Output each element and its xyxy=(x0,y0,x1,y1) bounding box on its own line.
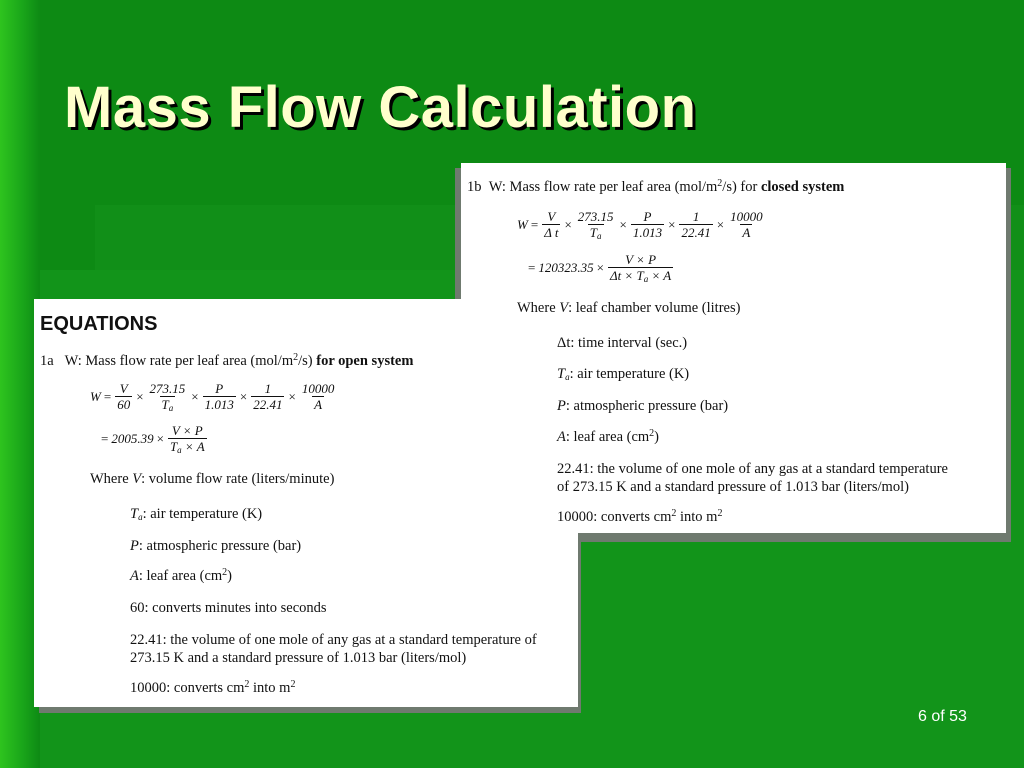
den-sub: a xyxy=(168,403,174,413)
den-sub: a xyxy=(597,231,602,241)
frac-num: P xyxy=(215,381,224,396)
frac-den: 1.013 xyxy=(204,397,234,412)
fraction-p-1013 xyxy=(203,381,236,412)
open-system-label xyxy=(40,353,413,370)
closed-def-ta xyxy=(557,366,689,383)
def-text: : leaf area (cm xyxy=(138,568,223,584)
def-text: into m xyxy=(249,680,291,696)
label-mid: /s) xyxy=(298,353,317,369)
frac-den: A xyxy=(742,225,751,240)
frac-num: V × P xyxy=(625,252,657,267)
label-bold: for open system xyxy=(316,353,414,369)
def-var: P xyxy=(557,398,566,414)
frac-num: P xyxy=(643,209,652,224)
def-text: : leaf area (cm xyxy=(565,429,650,445)
equations-heading: EQUATIONS xyxy=(40,313,158,335)
frac-den: 22.41 xyxy=(253,397,283,412)
def-sub: a xyxy=(138,512,143,522)
frac-num: 10000 xyxy=(301,381,335,396)
closed-def-dt: Δt: time interval (sec.) xyxy=(557,335,688,351)
closed-system-label xyxy=(467,179,844,196)
open-def-60: 60: converts minutes into seconds xyxy=(130,600,327,616)
def-sup: 2 xyxy=(671,508,677,519)
den-rest: × A xyxy=(181,439,205,454)
where-prefix: Where xyxy=(517,300,560,316)
closed-def-2241-line2: of 273.15 K and a standard pressure of 1.013 bar (liters/mol) xyxy=(557,479,909,495)
frac-den: 1.013 xyxy=(632,225,663,240)
label-bold: closed system xyxy=(760,179,845,195)
where-text: : leaf chamber volume (litres) xyxy=(568,300,741,316)
den-main: T xyxy=(169,439,178,454)
fraction-v-dt xyxy=(542,209,560,240)
closed-def-2241-line1: 22.41: the volume of one mole of any gas at a standard temperature xyxy=(557,461,948,477)
where-var: V xyxy=(559,300,569,316)
den-main: T xyxy=(589,225,598,240)
def-end: ) xyxy=(654,429,660,445)
def-sup: 2 xyxy=(649,428,655,439)
def-text: 10000: converts cm xyxy=(130,680,245,696)
open-def-ta xyxy=(130,506,262,523)
closed-equation-2: = 120323.35 × $\frac{V \times P}{\Delta t \times T_a \times A}$ xyxy=(528,252,672,284)
label-main: W: Mass flow rate per leaf area (mol/m xyxy=(64,353,294,369)
closed-def-a xyxy=(557,429,659,446)
closed-equation-1: W = $\frac{V}{\text{Δ t}}$ × $\frac{273.15}{T_a}$ × $\frac{P}{1.013}$ × $\frac{1}{22.41}$ × $\frac{10000}{A}$ xyxy=(517,209,763,241)
def-var: A xyxy=(557,429,566,445)
closed-def-10000 xyxy=(557,509,722,526)
open-def-a xyxy=(130,568,232,585)
den-sub: a xyxy=(177,445,182,455)
label-prefix: 1a xyxy=(40,353,54,369)
fraction-10000-a xyxy=(300,381,337,412)
open-equation-1: W = $\frac{V}{60}$ × $\frac{273.15}{T_a}$ × $\frac{P}{1.013}$ × $\frac{1}{22.41}$ × $\frac{10000}{A}$ xyxy=(90,381,335,413)
def-sup: 2 xyxy=(222,567,228,578)
eq2-coef: 2005.39 xyxy=(111,430,154,446)
fraction-vp-taa xyxy=(168,423,207,454)
label-prefix: 1b xyxy=(467,179,482,195)
closed-where-line xyxy=(517,300,740,317)
frac-den: A xyxy=(314,397,323,412)
def-text: : air temperature (K) xyxy=(142,506,263,522)
frac-num: V xyxy=(119,381,128,396)
open-def-p xyxy=(130,538,301,555)
frac-den: 22.41 xyxy=(681,225,711,240)
fraction-10000-a xyxy=(728,209,765,240)
def-sup: 2 xyxy=(244,679,250,690)
def-var: P xyxy=(130,538,139,554)
fraction-v-60 xyxy=(115,381,132,412)
open-def-2241-line1: 22.41: the volume of one mole of any gas at a standard temperature of xyxy=(130,632,537,648)
open-def-10000 xyxy=(130,680,295,697)
frac-num: V × P xyxy=(171,423,203,438)
where-var: V xyxy=(132,471,142,487)
slide-page-indicator: 6 of 53 xyxy=(918,708,967,725)
frac-num: 273.15 xyxy=(577,209,614,224)
fraction-p-1013 xyxy=(631,209,664,240)
def-var: T xyxy=(557,366,566,382)
frac-den xyxy=(168,438,207,454)
label-mid: /s) for xyxy=(722,179,761,195)
def-var: T xyxy=(130,506,139,522)
def-text: 10000: converts cm xyxy=(557,509,672,525)
fraction-27315-ta xyxy=(148,381,188,412)
frac-num: 1 xyxy=(692,209,700,224)
open-equation-2: = 2005.39 × $\frac{V \times P}{T_a \times A}$ xyxy=(101,423,205,455)
frac-num: V xyxy=(547,209,556,224)
def-text: : air temperature (K) xyxy=(569,366,690,382)
label-sup: 2 xyxy=(717,178,723,189)
frac-den xyxy=(160,396,176,412)
slide-title: Mass Flow Calculation xyxy=(64,75,697,140)
fraction-vp-dttaa xyxy=(608,252,673,283)
def-sup: 2 xyxy=(290,679,296,690)
frac-den xyxy=(588,224,604,240)
def-text: into m xyxy=(676,509,718,525)
fraction-27315-ta xyxy=(576,209,616,240)
label-main: W: Mass flow rate per leaf area (mol/m xyxy=(488,179,718,195)
closed-def-p xyxy=(557,398,728,415)
eq-lhs: W xyxy=(90,388,101,404)
frac-num: 1 xyxy=(264,381,272,396)
def-var: A xyxy=(130,568,139,584)
frac-den: 60 xyxy=(117,397,131,412)
where-text: : volume flow rate (liters/minute) xyxy=(141,471,335,487)
where-prefix: Where xyxy=(90,471,133,487)
den-rest: × A xyxy=(648,268,672,283)
den-main: T xyxy=(161,397,169,412)
frac-den xyxy=(608,267,673,283)
open-def-2241-line2: 273.15 K and a standard pressure of 1.013 bar (liters/mol) xyxy=(130,650,467,666)
eq-lhs: W xyxy=(517,216,528,232)
frac-num: 10000 xyxy=(730,209,763,224)
label-sup: 2 xyxy=(293,352,299,363)
fraction-1-2241 xyxy=(679,209,712,240)
den-main: Δt × T xyxy=(609,268,644,283)
def-text: : atmospheric pressure (bar) xyxy=(565,398,729,414)
frac-den: Δ t xyxy=(544,225,559,240)
def-text: : atmospheric pressure (bar) xyxy=(138,538,302,554)
def-end: ) xyxy=(227,568,233,584)
open-where-line xyxy=(90,471,334,488)
eq2-coef: 120323.35 xyxy=(538,259,594,275)
den-sub: a xyxy=(643,274,649,284)
frac-num: 273.15 xyxy=(149,381,186,396)
fraction-1-2241 xyxy=(251,381,284,412)
def-sup: 2 xyxy=(717,508,723,519)
def-sub: a xyxy=(565,372,570,382)
closed-system-equations-card xyxy=(461,163,1006,533)
